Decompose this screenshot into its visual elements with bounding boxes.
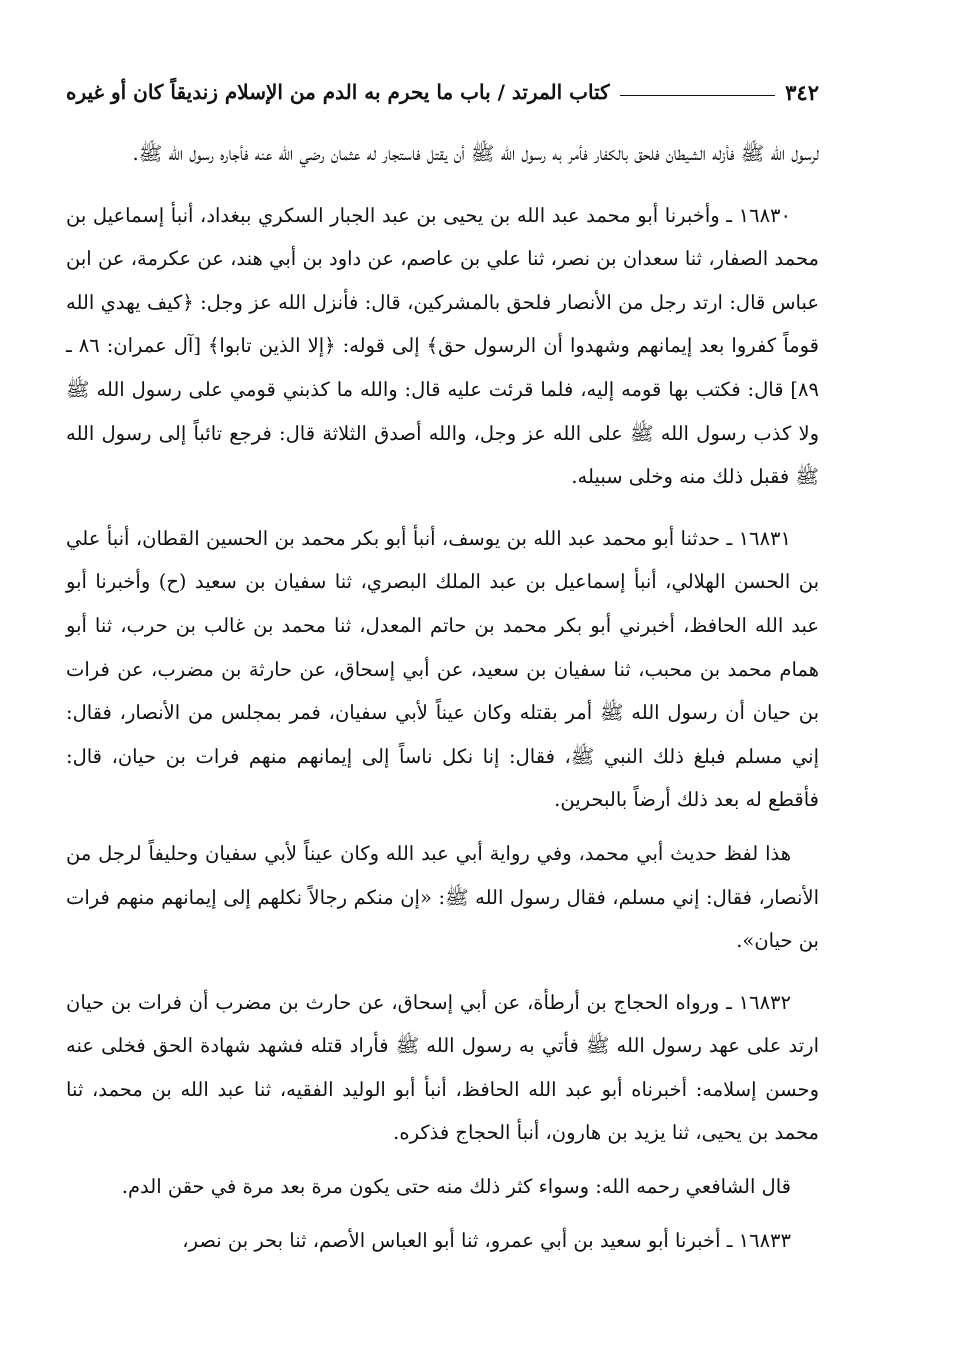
hadith-16830 xyxy=(66,194,819,499)
hadith-16833 xyxy=(66,1219,819,1263)
hadith-16832 xyxy=(66,981,819,1155)
shafii-paragraph xyxy=(66,1165,819,1209)
running-title: كتاب المرتد / باب ما يحرم به الدم من الإسلام زنديقاً كان أو غيره xyxy=(66,80,610,104)
hadith-number: ١٦٨٣٢ xyxy=(738,990,792,1014)
hadith-number: ١٦٨٣٠ xyxy=(738,203,792,227)
header-rule xyxy=(620,95,776,96)
text-body xyxy=(66,132,819,1262)
running-header xyxy=(66,72,819,112)
paragraph-text: ـ وأخبرنا أبو محمد عبد الله بن يحيى بن عبد الجبار السكري ببغداد، أنبأ إسماعيل بن محمد الصفار، ثنا سعدان بن نصر، ثنا علي بن عاصم، عن داود بن أبي هند، عن عكرمة، عن ابن عباس قال: ارتد رجل من الأنصار فلحق بالمشركين، قال: فأنزل الله عز وجل: ﴿كيف يهدي الله قوماً كفروا بعد إيمانهم وشهدوا أن الرسول حق﴾ إلى قوله: ﴿إلا الذين تابوا﴾ [آل عمران: ٨٦ ـ ٨٩] قال: فكتب بها قومه إليه، فلما قرئت عليه قال: والله ما كذبني قومي على رسول الله ﷺ ولا كذب رسول الله ﷺ على الله عز وجل، والله أصدق الثلاثة قال: فرجع تائباً إلى رسول الله ﷺ فقبل ذلك منه وخلى سبيله. xyxy=(66,203,819,489)
paragraph-text: هذا لفظ حديث أبي محمد، وفي رواية أبي عبد الله وكان عيناً لأبي سفيان وحليفاً لرجل من الأنصار، فقال: إني مسلم، فقال رسول الله ﷺ: «إن منكم رجالاً نكلهم إلى إيمانهم منهم فرات بن حيان». xyxy=(66,841,819,953)
hadith-16831 xyxy=(66,517,819,822)
paragraph-text: ـ أخبرنا أبو سعيد بن أبي عمرو، ثنا أبو العباس الأصم، ثنا بحر بن نصر، xyxy=(182,1228,733,1252)
hadith-number: ١٦٨٣١ xyxy=(738,526,791,550)
paragraph-text: قال الشافعي رحمه الله: وسواء كثر ذلك منه حتى يكون مرة بعد مرة في حقن الدم. xyxy=(121,1175,791,1199)
paragraph-text: ـ ورواه الحجاج بن أرطأة، عن أبي إسحاق، عن حارث بن مضرب أن فرات بن حيان ارتد على عهد رسول الله ﷺ فأتي به رسول الله ﷺ فأراد قتله فشهد شهادة الحق فخلى عنه وحسن إسلامه: أخبرناه أبو عبد الله الحافظ، أنبأ أبو الوليد الفقيه، ثنا عبد الله بن محمد، ثنا محمد بن يحيى، ثنا يزيد بن هارون، أنبأ الحجاج فذكره. xyxy=(66,990,819,1145)
page-number: ٣٤٢ xyxy=(785,79,819,105)
commentary-paragraph xyxy=(66,832,819,963)
paragraph-continuation xyxy=(66,132,819,176)
hadith-number: ١٦٨٣٣ xyxy=(738,1228,791,1252)
paragraph-text: لرسول الله ﷺ فأزله الشيطان فلحق بالكفار فأمر به رسول الله ﷺ أن يقتل فاستجار له عثمان رضي الله عنه فأجاره رسول الله ﷺ. xyxy=(132,142,819,165)
paragraph-text: ـ حدثنا أبو محمد عبد الله بن يوسف، أنبأ أبو بكر محمد بن الحسين القطان، أنبأ علي بن الحسن الهلالي، أنبأ إسماعيل بن عبد الملك البصري، ثنا سفيان بن سعيد (ح) وأخبرنا أبو عبد الله الحافظ، أخبرني أبو بكر محمد بن حاتم المعدل، ثنا محمد بن غالب بن حرب، ثنا أبو همام محمد بن محبب، ثنا سفيان بن سعيد، عن أبي إسحاق، عن حارثة بن مضرب، عن فرات بن حيان أن رسول الله ﷺ أمر بقتله وكان عيناً لأبي سفيان، فمر بمجلس من الأنصار، فقال: إني مسلم فبلغ ذلك النبي ﷺ، فقال: إنا نكل ناساً إلى إيمانهم منهم فرات بن حيان، قال: فأقطع له بعد ذلك أرضاً بالبحرين. xyxy=(66,526,819,812)
